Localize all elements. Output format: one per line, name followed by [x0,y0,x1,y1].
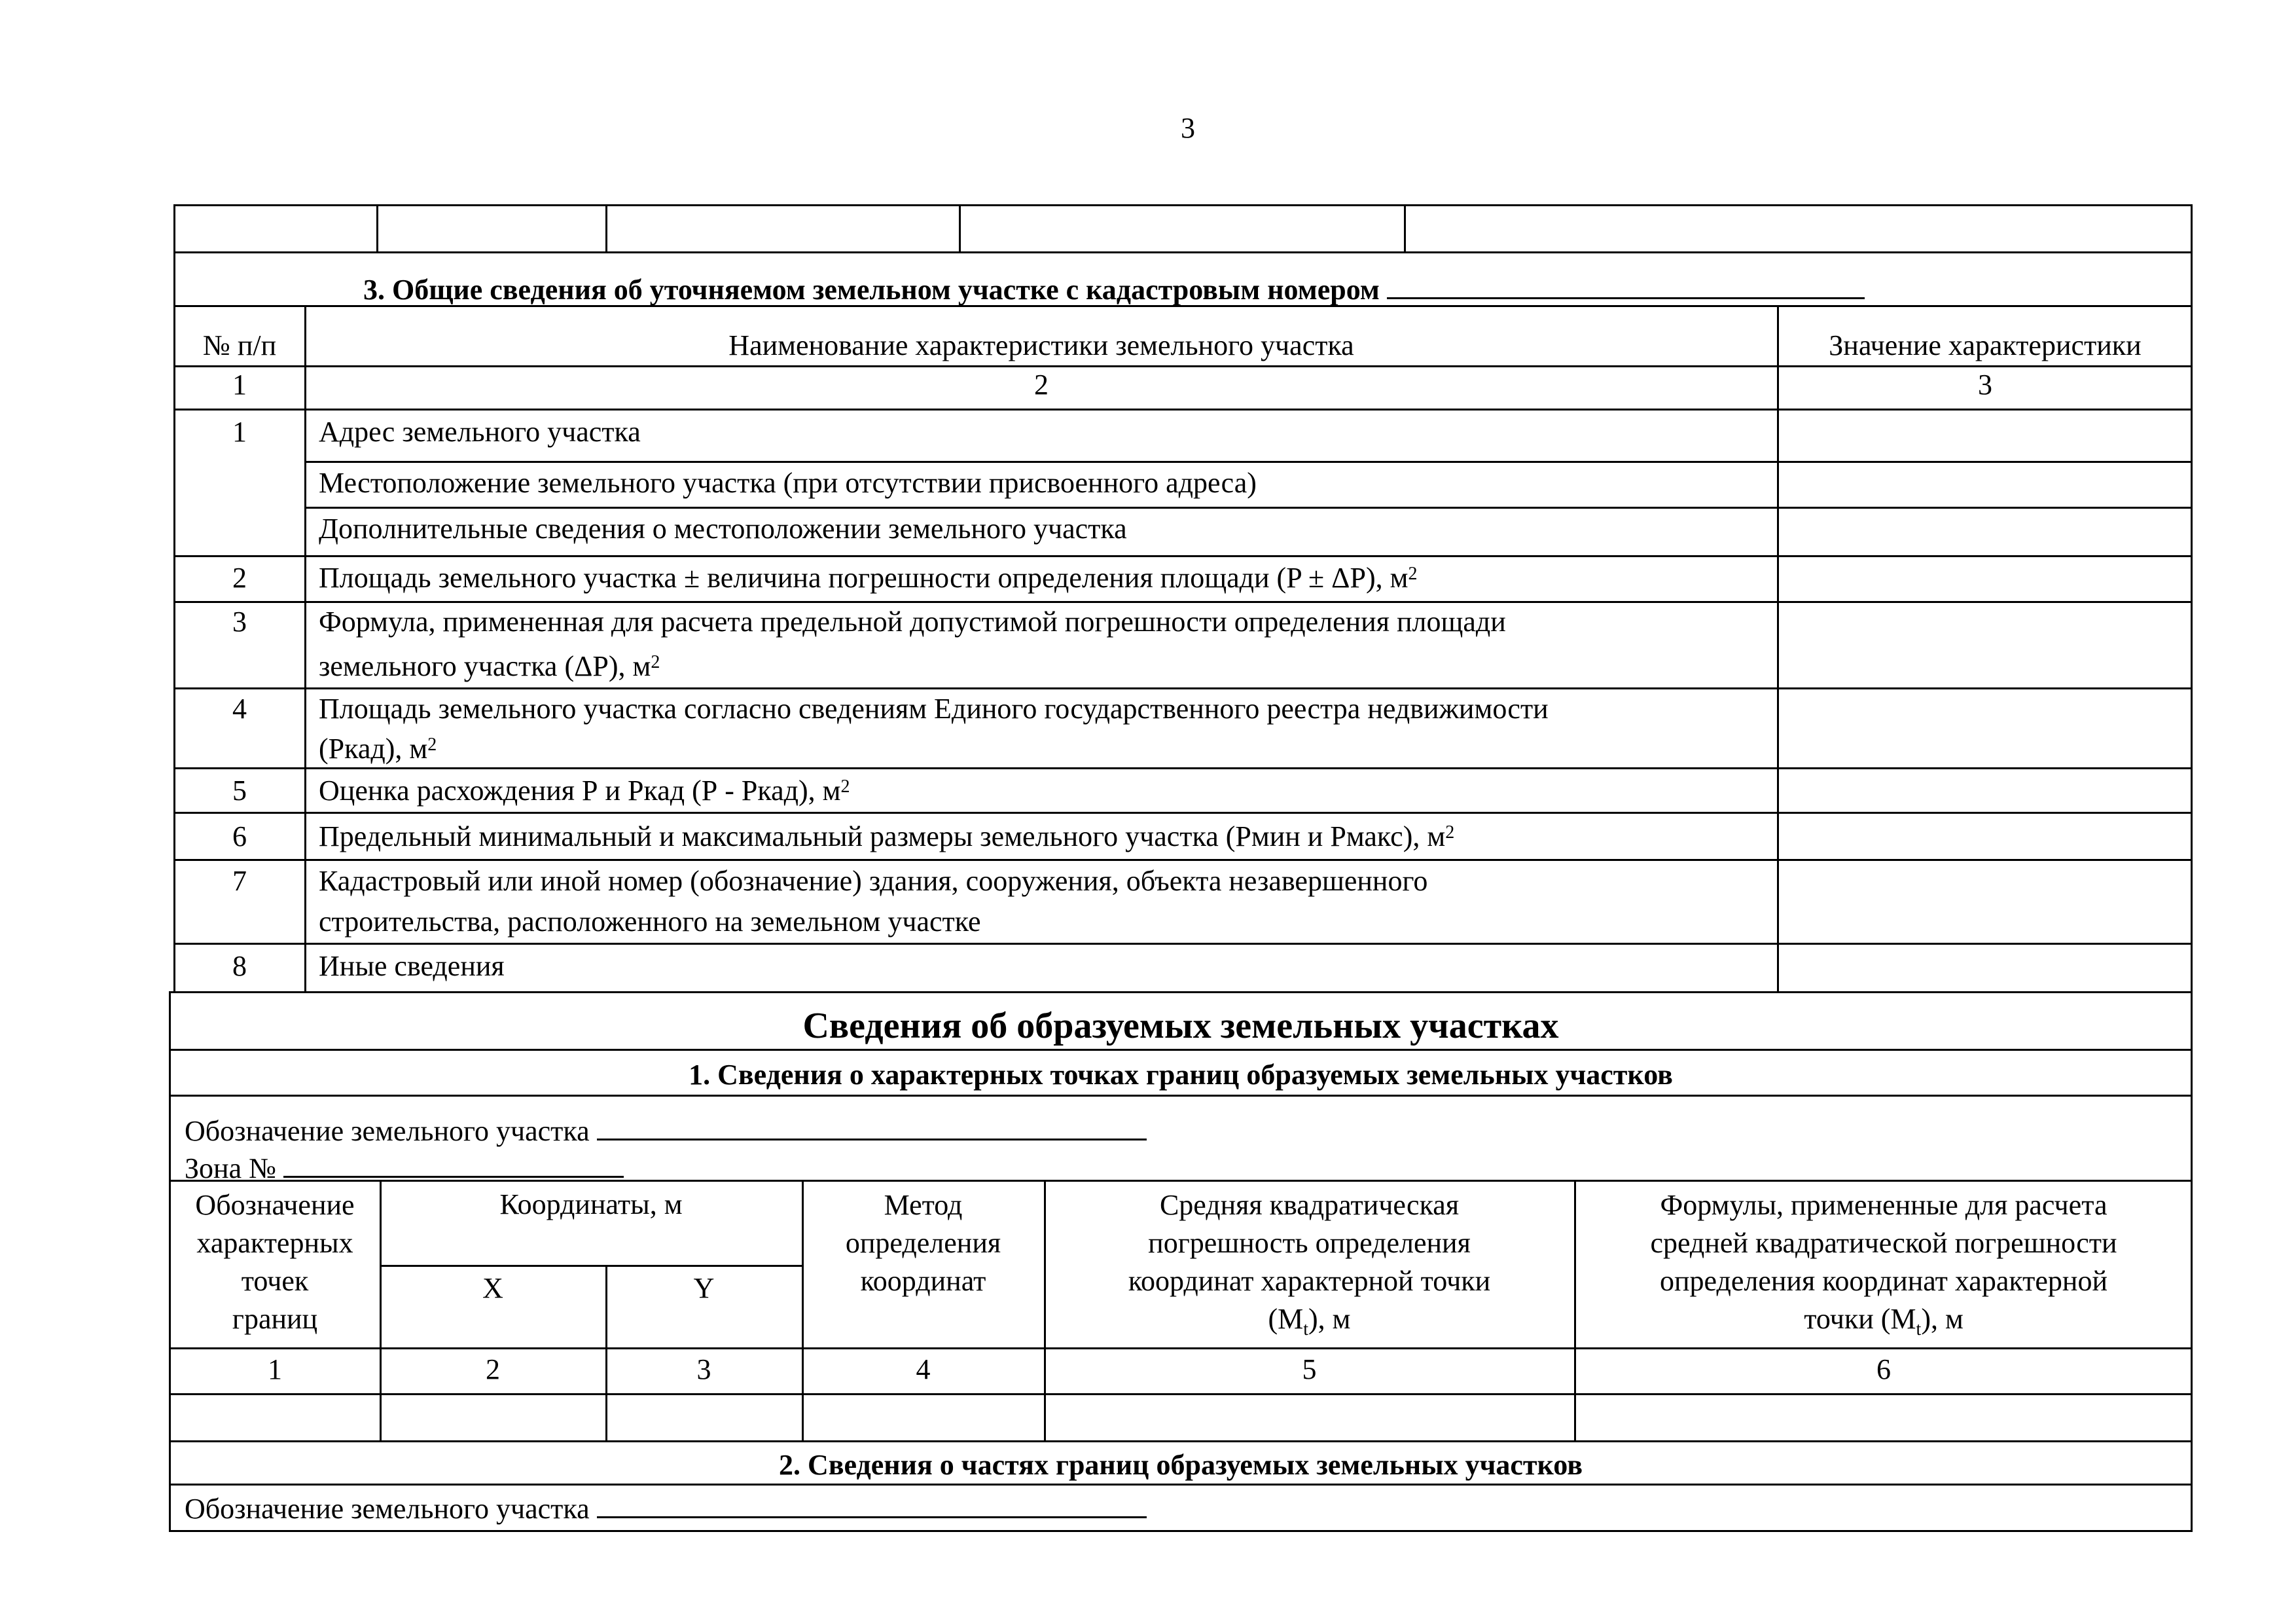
row-text: Площадь земельного участка согласно сведениям Единого государственного реестра недвижимости [319,693,1549,725]
num-3: 3 [696,1353,711,1385]
section3-title: 3. Общие сведения об уточняемом земельном участке с кадастровым номером [363,268,1865,308]
num-1: 1 [268,1353,282,1385]
row-text: Формула, примененная для расчета предельной допустимой погрешности определения площади [319,606,1506,638]
header-value: Значение характеристики [1829,329,2142,361]
row-text: Местоположение земельного участка (при отсутствии присвоенного адреса) [319,467,1257,499]
formed-s2-title: 2. Сведения о частях границ образуемых земельных участков [779,1449,1583,1481]
row-num: 7 [232,865,247,897]
formed-s1-title: 1. Сведения о характерных точках границ образуемых земельных участков [689,1059,1673,1091]
num-6: 6 [1876,1353,1891,1385]
coords-header: Координаты, м [499,1188,683,1220]
designation-blank [597,1110,1147,1140]
colnum-1: 1 [232,369,247,401]
page-number: 3 [1181,112,1195,144]
s2-designation-blank [597,1487,1147,1518]
num-5: 5 [1302,1353,1317,1385]
method-header: Метод определения координат [845,1189,1001,1297]
row-num: 5 [232,775,247,807]
row-text: (Ркад), $м^2$ [319,733,437,765]
s2-designation-line: Обозначение земельного участка [185,1487,1147,1527]
zone-line: Зона № [185,1147,624,1187]
row-text: Предельный минимальный и максимальный размеры земельного участка (Рмин и Рмакс), $м^2$ [319,820,1455,852]
row-num: 6 [232,820,247,852]
row-num: 8 [232,950,247,982]
cadastral-number-blank [1387,268,1865,299]
row-num: 1 [232,416,247,448]
row-num: 3 [232,606,247,638]
row-text: Иные сведения [319,950,505,982]
x-header: X [482,1272,503,1304]
col-designation-header: Обозначение характерных точек границ [195,1189,355,1335]
header-name: Наименование характеристики земельного участка [728,329,1354,361]
y-header: Y [693,1272,715,1304]
num-4: 4 [916,1353,931,1385]
row-text: строительства, расположенного на земельном участке [319,905,981,938]
row-text: Адрес земельного участка [319,416,641,448]
row-num: 4 [232,693,247,725]
row-text: Дополнительные сведения о местоположении земельного участка [319,513,1127,545]
row-text: Оценка расхождения Р и Ркад (Р - Ркад), $м^2$ [319,775,850,807]
num-2: 2 [486,1353,500,1385]
mse-header: Средняя квадратическая погрешность определения координат характерной точки $(M_t)$, м [1128,1189,1491,1340]
colnum-2: 2 [1034,369,1049,401]
formed-heading: Сведения об образуемых земельных участках [802,1006,1559,1046]
designation-line: Обозначение земельного участка [185,1110,1147,1150]
row-text: земельного участка (ΔP), $м^2$ [319,650,660,682]
row-num: 2 [232,562,247,594]
row-text: Площадь земельного участка ± величина погрешности определения площади (P ± ΔP), $м^2$ [319,562,1418,594]
colnum-3: 3 [1978,369,1992,401]
header-num: № п/п [202,329,277,361]
zone-blank [283,1147,624,1178]
row-text: Кадастровый или иной номер (обозначение) здания, сооружения, объекта незавершенного [319,865,1428,897]
formulas-header: Формулы, примененные для расчета средней квадратической погрешности определения координат характерной точки $(M_t)$, м [1650,1189,2117,1340]
